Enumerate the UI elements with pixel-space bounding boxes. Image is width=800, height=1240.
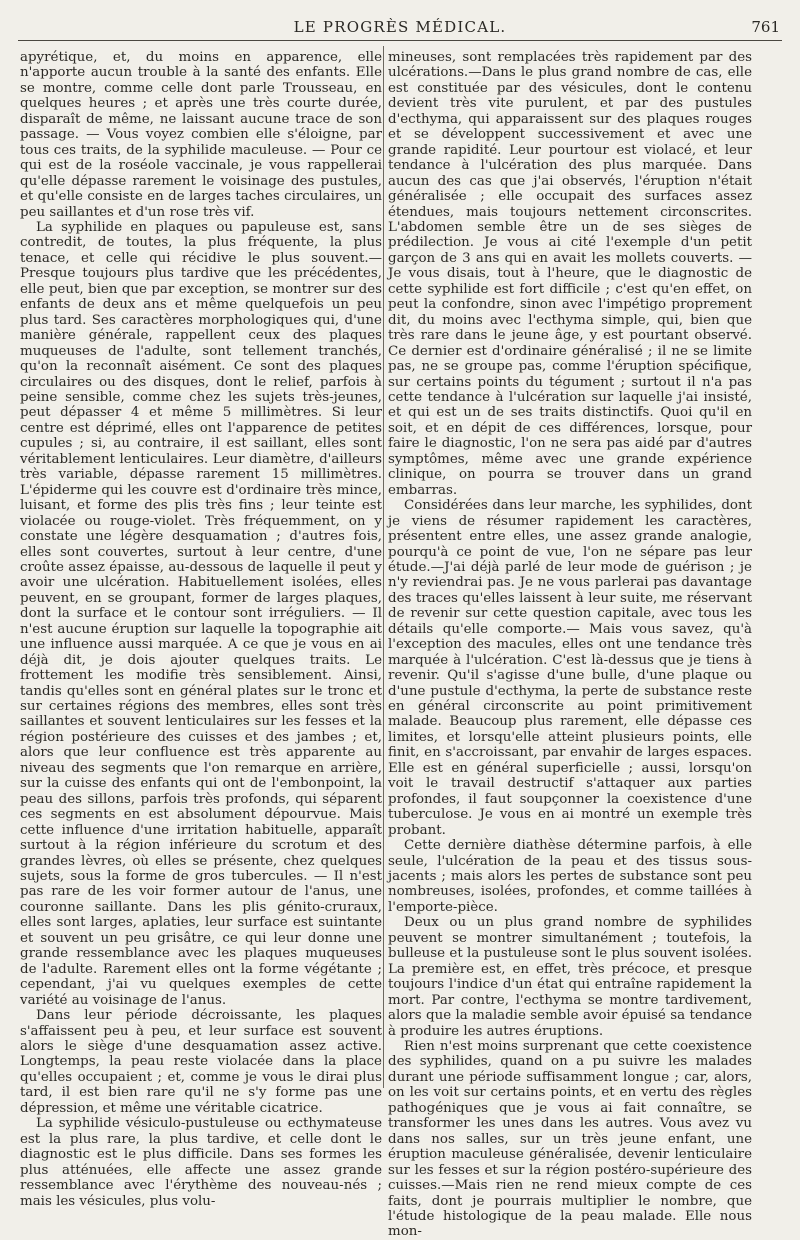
paragraph: La syphilide vésiculo-pustuleuse ou ecthymateuse est la plus rare, la plus tardive, et celle dont le diagnostic est le plus difficile. Dans ses formes les plus atténuées, elle affecte une assez grande ressemblance avec l'érythème des nouveau-nés ; mais les vésicules, plus volu-: [20, 1116, 382, 1209]
paragraph: Cette dernière diathèse détermine parfois, à elle seule, l'ulcération de la peau et des tissus sous-jacents ; mais alors les pertes de substance sont peu nombreuses, isolées, profondes, et comme taillées à l'emporte-pièce.: [388, 838, 752, 915]
paragraph: Deux ou un plus grand nombre de syphilides peuvent se montrer simultanément ; toutefois, la bulleuse et la pustuleuse sont le plus souvent isolées. La première est, en effet, très précoce, et presque toujours l'indice d'un état qui entraîne rapidement la mort. Par contre, l'ecthyma se montre tardivement, alors que la maladie semble avoir épuisé sa tendance à produire les autres éruptions.: [388, 915, 752, 1039]
paragraph: mineuses, sont remplacées très rapidement par des ulcérations.—Dans le plus grand nombre de cas, elle est constituée par des vésicules, dont le contenu devient très vite purulent, et par des pustules d'ecthyma, qui apparaissent sur des plaques rouges et se développent successivement et avec une grande rapidité. Leur pourtour est violacé, et leur tendance à l'ulcération des plus marquée. Dans aucun des cas que j'ai observés, l'éruption n'était généralisée ; elle occupait des surfaces assez étendues, mais toujours nettement circonscrites. L'abdomen semble être un de ses sièges de prédilection. Je vous ai cité l'exemple d'un petit garçon de 3 ans qui en avait les mollets couverts. — Je vous disais, tout à l'heure, que le diagnostic de cette syphilide est fort difficile ; c'est qu'en effet, on peut la confondre, sinon avec l'impétigo proprement dit, du moins avec l'ecthyma simple, qui, bien que très rare dans le jeune âge, y est pourtant observé. Ce dernier est d'ordinaire généralisé ; il ne se limite pas, ne se groupe pas, comme l'éruption spécifique, sur certains points du tégument ; surtout il n'a pas cette tendance à l'ulcération sur laquelle j'ai insisté, et qui est un de ses traits distinctifs. Quoi qu'il en soit, et en dépit de ces différences, lorsque, pour faire le diagnostic, l'on ne sera pas aidé par d'autres symptômes, même avec une grande expérience clinique, on pourra se trouver dans un grand embarras.: [388, 50, 752, 498]
paragraph: Rien n'est moins surprenant que cette coexistence des syphilides, quand on a pu suivre les malades durant une période suffisamment longue ; car, alors, on les voit sur certains points, et en vertu des règles pathogéniques que je vous ai fait connaître, se transformer les unes dans les autres. Vous avez vu dans nos salles, sur un très jeune enfant, une éruption maculeuse généralisée, devenir lenticulaire sur les fesses et sur la région postéro-supérieure des cuisses.—Mais rien ne rend mieux compte de ces faits, dont je pourrais multiplier le nombre, que l'étude histologique de la peau malade. Elle nous mon-: [388, 1039, 752, 1240]
column-divider: [383, 46, 384, 1088]
journal-title: LE PROGRÈS MÉDICAL.: [293, 18, 507, 36]
paragraph: La syphilide en plaques ou papuleuse est, sans contredit, de toutes, la plus fréquente, la plus tenace, et celle qui récidive le plus souvent.—Presque toujours plus tardive que les précédentes, elle peut, bien que par exception, se montrer sur des enfants de deux ans et même quelquefois un peu plus tard. Ses caractères morphologiques qui, d'une manière générale, rappellent ceux des plaques muqueuses de l'adulte, sont tellement tranchés, qu'on la reconnaît aisément. Ce sont des plaques circulaires ou des disques, dont le relief, parfois à peine sensible, comme chez les sujets très-jeunes, peut dépasser 4 et même 5 millimètres. Si leur centre est déprimé, elles ont l'apparence de petites cupules ; si, au contraire, il est saillant, elles sont véritablement lenticulaires. Leur diamètre, d'ailleurs très variable, dépasse rarement 15 millimètres. L'épiderme qui les couvre est d'ordinaire très mince, luisant, et forme des plis très fins ; leur teinte est violacée ou rouge-violet. Très fréquemment, on y constate une légère desquamation ; d'autres fois, elles sont couvertes, surtout à leur centre, d'une croûte assez épaisse, au-dessous de laquelle il peut y avoir une ulcération. Habituellement isolées, elles peuvent, en se groupant, former de larges plaques, dont la surface et le contour sont irréguliers. — Il n'est aucune éruption sur laquelle la topographie ait une influence aussi marquée. A ce que je vous en ai déjà dit, je dois ajouter quelques traits. Le frottement les modifie très sensiblement. Ainsi, tandis qu'elles sont en général plates sur le tronc et sur certaines régions des membres, elles sont très saillantes et souvent lenticulaires sur les fesses et la région postérieure des cuisses et des jambes ; et, alors que leur confluence est très apparente au niveau des segments que l'on remarque en arrière, sur la cuisse des enfants qui ont de l'embonpoint, la peau des sillons, parfois très profonds, qui séparent ces segments en est absolument dépourvue. Mais cette influence d'une irritation habituelle, apparaît surtout à la région inférieure du scrotum et des grandes lèvres, où elles se présente, chez quelques sujets, sous la forme de gros tubercules. — Il n'est pas rare de les voir former autour de l'anus, une couronne saillante. Dans les plis génito-cruraux, elles sont larges, aplaties, leur surface est suintante et souvent un peu grisâtre, ce qui leur donne une grande ressemblance avec les plaques muqueuses de l'adulte. Rarement elles ont la forme végétante ; cependant, j'ai vu quelques exemples de cette variété au voisinage de l'anus.: [20, 219, 382, 1008]
paragraph: apyrétique, et, du moins en apparence, elle n'apporte aucun trouble à la santé des enfants. Elle se montre, comme celle dont parle Trousseau, en quelques heures ; et après une très courte durée, disparaît de même, ne laissant aucune trace de son passage. — Vous voyez combien elle s'éloigne, par tous ces traits, de la syphilide maculeuse. — Pour ce qui est de la roséole vaccinale, je vous rappellerai qu'elle dépasse rarement le voisinage des pustules, et qu'elle consiste en de larges taches circulaires, un peu saillantes et d'un rose très vif.: [20, 50, 382, 220]
left-column: [20, 50, 382, 1209]
paragraph: Considérées dans leur marche, les syphilides, dont je viens de résumer rapidement les caractères, présentent entre elles, une assez grande analogie, pourqu'à ce point de vue, l'on ne sépare pas leur étude.—J'ai déjà parlé de leur mode de guérison ; je n'y reviendrai pas. Je ne vous parlerai pas davantage des traces qu'elles laissent à leur suite, me réservant de revenir sur cette question capitale, avec tous les détails qu'elle comporte.— Mais vous savez, qu'à l'exception des macules, elles ont une tendance très marquée à l'ulcération. C'est là-dessus que je tiens à revenir. Qu'il s'agisse d'une bulle, d'une plaque ou d'une pustule d'ecthyma, la perte de substance reste en général circonscrite au point primitivement malade. Beaucoup plus rarement, elle dépasse ces limites, et lorsqu'elle atteint plusieurs points, elle finit, en s'accroissant, par envahir de larges espaces. Elle est en général superficielle ; aussi, lorsqu'on voit le travail destructif s'attaquer aux parties profondes, il faut soupçonner la coexistence d'une tuberculose. Je vous en ai montré un exemple très probant.: [388, 498, 752, 838]
paragraph: Dans leur période décroissante, les plaques s'affaissent peu à peu, et leur surface est souvent alors le siège d'une desquamation assez active. Longtemps, la peau reste violacée dans la place qu'elles occupaient ; et, comme je vous le dirai plus tard, il est bien rare qu'il ne s'y forme pas une dépression, et même une véritable cicatrice.: [20, 1008, 382, 1116]
running-header: [18, 14, 782, 41]
page-number: 761: [751, 18, 780, 36]
right-column: [388, 50, 752, 1240]
